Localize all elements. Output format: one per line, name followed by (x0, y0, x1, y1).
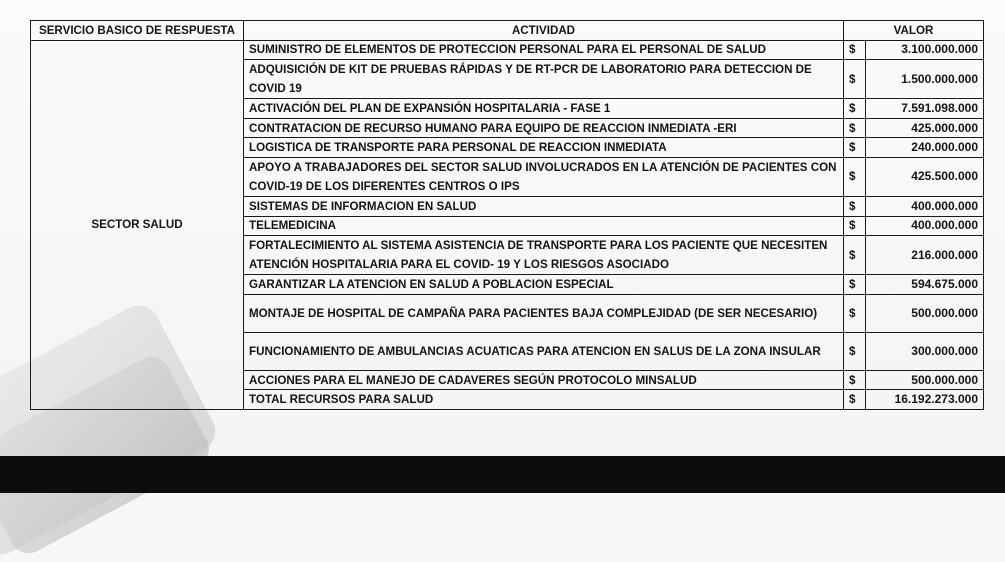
currency-cell: $ (844, 138, 866, 158)
activity-cell: ACTIVACIÓN DEL PLAN DE EXPANSIÓN HOSPITALARIA - FASE 1 (244, 99, 844, 119)
activity-cell: SISTEMAS DE INFORMACION EN SALUD (244, 196, 844, 216)
sector-label: SECTOR SALUD (31, 40, 244, 409)
value-cell: 216.000.000 (866, 236, 984, 275)
value-cell: 425.000.000 (866, 118, 984, 138)
activity-cell: FUNCIONAMIENTO DE AMBULANCIAS ACUATICAS PARA ATENCION EN SALUS DE LA ZONA INSULAR (244, 332, 844, 370)
currency-cell: $ (844, 118, 866, 138)
currency-cell: $ (844, 275, 866, 295)
value-cell: 500.000.000 (866, 370, 984, 390)
activity-cell: LOGISTICA DE TRANSPORTE PARA PERSONAL DE REACCION INMEDIATA (244, 138, 844, 158)
header-value: VALOR (844, 21, 984, 41)
currency-cell: $ (844, 196, 866, 216)
value-cell: 425.500.000 (866, 157, 984, 196)
activity-cell: SUMINISTRO DE ELEMENTOS DE PROTECCION PERSONAL PARA EL PERSONAL DE SALUD (244, 40, 844, 60)
activity-cell: MONTAJE DE HOSPITAL DE CAMPAÑA PARA PACIENTES BAJA COMPLEJIDAD (DE SER NECESARIO) (244, 294, 844, 332)
value-cell: 300.000.000 (866, 332, 984, 370)
activity-cell: FORTALECIMIENTO AL SISTEMA ASISTENCIA DE TRANSPORTE PARA LOS PACIENTE QUE NECESITEN ATENCIÓN HOSPITALARIA PARA EL COVID- 19 Y LOS RIESGOS ASOCIADO (244, 236, 844, 275)
value-cell: 400.000.000 (866, 196, 984, 216)
value-cell: 594.675.000 (866, 275, 984, 295)
activity-cell: APOYO A TRABAJADORES DEL SECTOR SALUD INVOLUCRADOS EN LA ATENCIÓN DE PACIENTES CON COVID-19 DE LOS DIFERENTES CENTROS O IPS (244, 157, 844, 196)
value-cell: 500.000.000 (866, 294, 984, 332)
total-label: TOTAL RECURSOS PARA SALUD (244, 390, 844, 410)
currency-cell: $ (844, 294, 866, 332)
total-value: 16.192.273.000 (866, 390, 984, 410)
budget-table (30, 20, 984, 410)
currency-cell: $ (844, 332, 866, 370)
header-service: SERVICIO BASICO DE RESPUESTA (31, 21, 244, 41)
currency-cell: $ (844, 40, 866, 60)
value-cell: 7.591.098.000 (866, 99, 984, 119)
table-row (31, 40, 984, 60)
currency-cell: $ (844, 390, 866, 410)
bottom-black-band (0, 456, 1005, 493)
table-header-row (31, 21, 984, 41)
value-cell: 1.500.000.000 (866, 60, 984, 99)
currency-cell: $ (844, 157, 866, 196)
activity-cell: ADQUISICIÓN DE KIT DE PRUEBAS RÁPIDAS Y DE RT-PCR DE LABORATORIO PARA DETECCION DE COVID 19 (244, 60, 844, 99)
header-activity: ACTIVIDAD (244, 21, 844, 41)
currency-cell: $ (844, 60, 866, 99)
value-cell: 400.000.000 (866, 216, 984, 236)
currency-cell: $ (844, 216, 866, 236)
value-cell: 3.100.000.000 (866, 40, 984, 60)
activity-cell: ACCIONES PARA EL MANEJO DE CADAVERES SEGÚN PROTOCOLO MINSALUD (244, 370, 844, 390)
activity-cell: CONTRATACION DE RECURSO HUMANO PARA EQUIPO DE REACCION INMEDIATA -ERI (244, 118, 844, 138)
currency-cell: $ (844, 99, 866, 119)
activity-cell: GARANTIZAR LA ATENCION EN SALUD A POBLACION ESPECIAL (244, 275, 844, 295)
value-cell: 240.000.000 (866, 138, 984, 158)
currency-cell: $ (844, 370, 866, 390)
activity-cell: TELEMEDICINA (244, 216, 844, 236)
currency-cell: $ (844, 236, 866, 275)
